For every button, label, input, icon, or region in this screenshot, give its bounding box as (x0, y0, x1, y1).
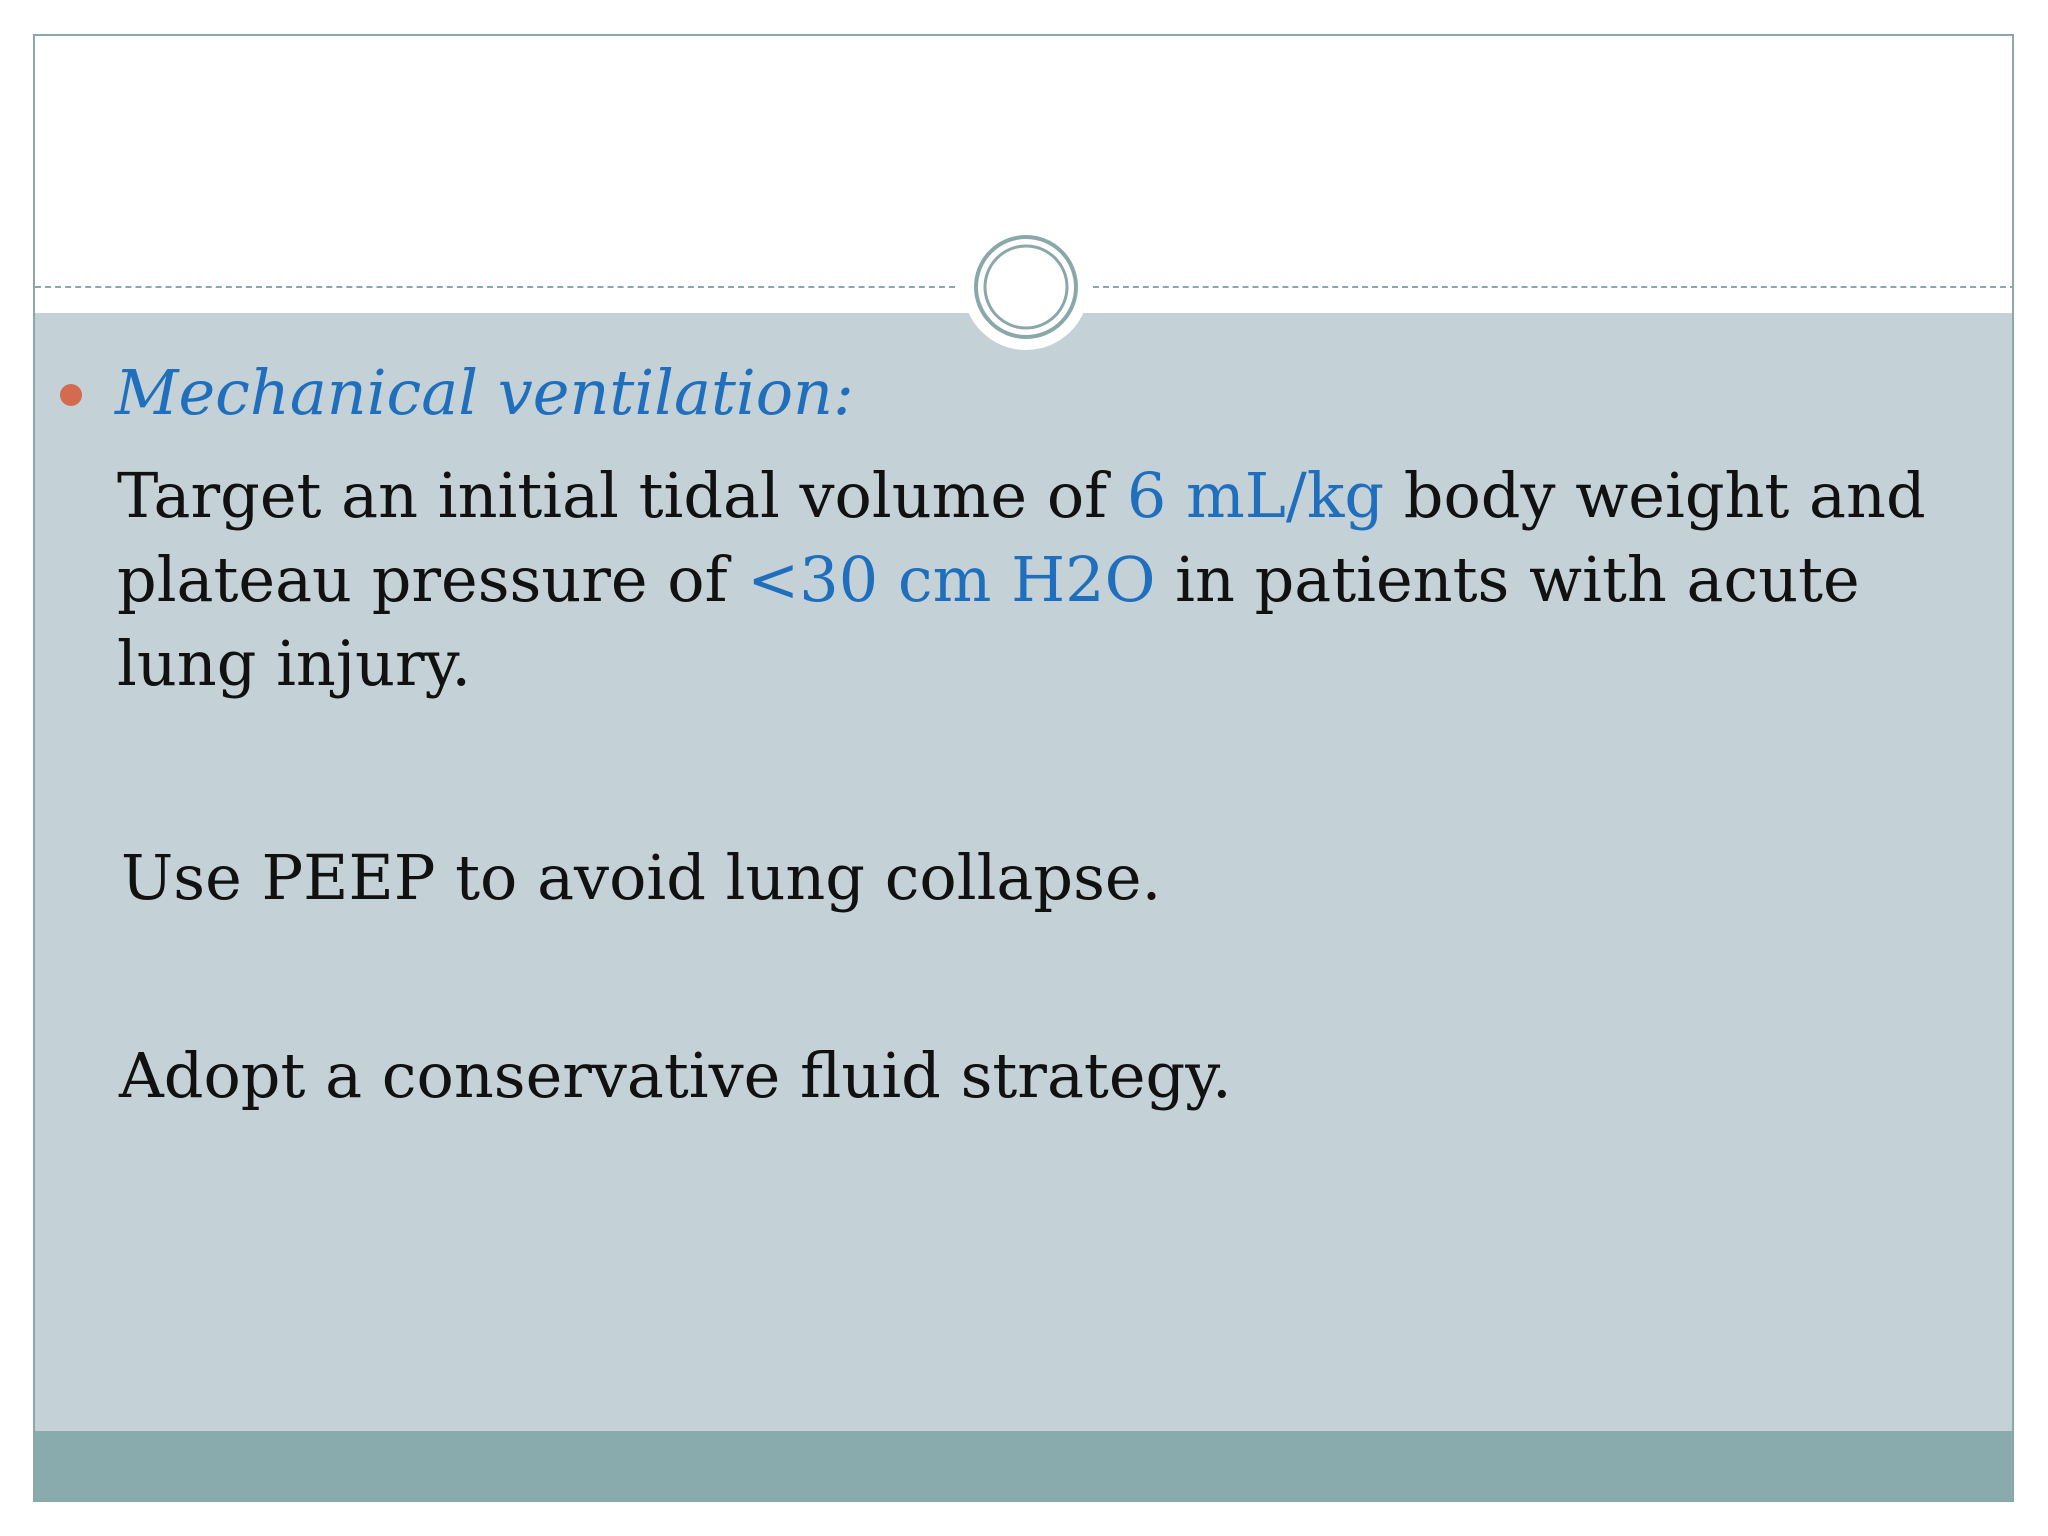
peep-statement: Use PEEP to avoid lung collapse. (121, 841, 1162, 914)
paragraph-text-end: in patients with acute lung injury. (117, 543, 1860, 700)
slide (33, 34, 2014, 1502)
paragraph-text-start: Target an initial tidal volume of (117, 459, 1127, 532)
fluid-strategy-statement: Adopt a conservative fluid strategy. (119, 1039, 1232, 1112)
heading-mechanical-ventilation: Mechanical ventilation: (115, 356, 854, 429)
slide-body (35, 36, 2012, 1500)
tidal-volume-value: 6 mL/kg (1126, 459, 1385, 532)
bullet-dot-icon (60, 384, 82, 406)
paragraph-text-middle: body weight and plateau pressure of (117, 459, 1926, 616)
tidal-volume-paragraph (117, 454, 1977, 706)
plateau-pressure-value: <30 cm H2O (747, 543, 1156, 616)
